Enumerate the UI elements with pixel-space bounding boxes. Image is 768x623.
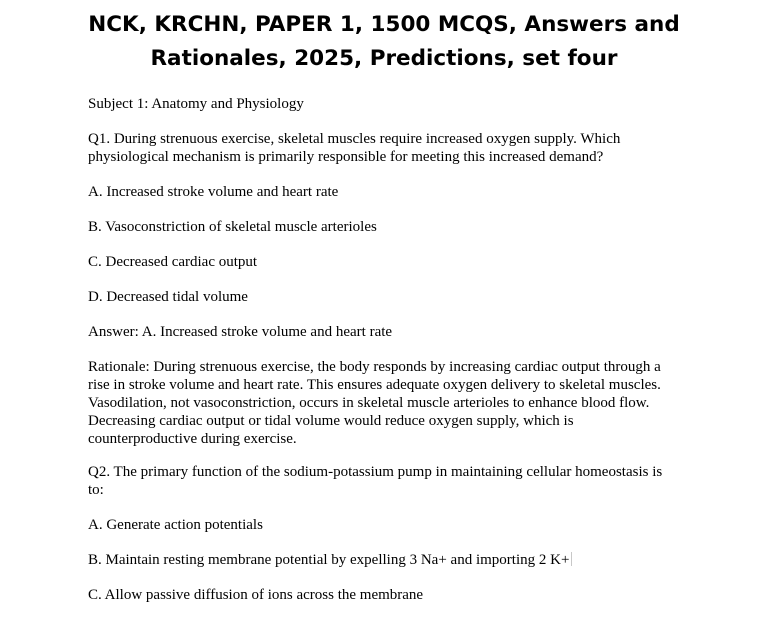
q1-option-a: A. Increased stroke volume and heart rate (88, 184, 339, 200)
q1-rationale: Rationale: During strenuous exercise, the body responds by increasing cardiac output through a rise in stroke volume and heart rate. This ensures adequate oxygen delivery to skeletal muscles. Vasodilation, not vasoconstriction, occurs in skeletal muscle arterioles to enhance blood flow. Decreasing cardiac output or tidal volume would reduce oxygen supply, which is counterproductive during exercise. (88, 359, 661, 447)
q1-answer: Answer: A. Increased stroke volume and heart rate (88, 324, 393, 340)
q1-option-b: B. Vasoconstriction of skeletal muscle arterioles (88, 219, 377, 235)
q1-option-d: D. Decreased tidal volume (88, 289, 248, 305)
subject-heading: Subject 1: Anatomy and Physiology (88, 96, 304, 112)
q2-question: Q2. The primary function of the sodium-potassium pump in maintaining cellular homeostasis is to: (88, 464, 663, 498)
document-title (0, 8, 768, 76)
q2-option-b-text: B. Maintain resting membrane potential by expelling 3 Na+ and importing 2 K+ (88, 552, 570, 568)
title-line-1: NCK, KRCHN, PAPER 1, 1500 MCQS, Answers and (88, 12, 680, 37)
q1-question: Q1. During strenuous exercise, skeletal muscles require increased oxygen supply. Which physiological mechanism is primarily responsible for meeting this increased demand? (88, 131, 621, 165)
text-cursor (571, 552, 572, 566)
title-line-2: Rationales, 2025, Predictions, set four (150, 46, 618, 71)
q2-option-a: A. Generate action potentials (88, 517, 263, 533)
q1-option-c: C. Decreased cardiac output (88, 254, 258, 270)
q2-option-b (88, 551, 688, 569)
q2-option-c: C. Allow passive diffusion of ions across the membrane (88, 587, 424, 603)
